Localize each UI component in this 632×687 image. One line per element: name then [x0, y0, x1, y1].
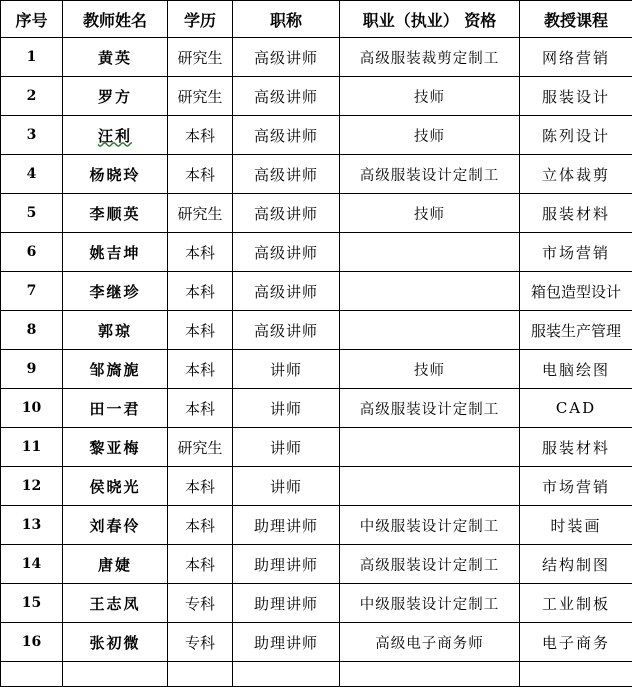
- cell-title: 助理讲师: [233, 584, 340, 623]
- cell-education: 本科: [168, 389, 233, 428]
- cell-education: 研究生: [168, 38, 233, 77]
- cell-qualification: [340, 233, 520, 272]
- cell-title: 高级讲师: [233, 38, 340, 77]
- cell-teacher-name: 罗方: [63, 77, 168, 116]
- cell-no: 14: [1, 545, 63, 584]
- cell-education: 本科: [168, 233, 233, 272]
- cell-course: 工业制板: [520, 584, 632, 623]
- cell-teacher-name: 侯晓光: [63, 467, 168, 506]
- cell-course: 立体裁剪: [520, 155, 632, 194]
- table-row: [1, 77, 632, 116]
- cell-teacher-name: 郭琼: [63, 311, 168, 350]
- table-row: [1, 428, 632, 467]
- cell-qualification: 技师: [340, 116, 520, 155]
- cell-teacher-name: 张初微: [63, 623, 168, 662]
- cell-no: 3: [1, 116, 63, 155]
- cell-qualification: [340, 428, 520, 467]
- cell-education: 研究生: [168, 77, 233, 116]
- cell-no: 2: [1, 77, 63, 116]
- cell-title: 讲师: [233, 467, 340, 506]
- cell-title: 助理讲师: [233, 545, 340, 584]
- cell-qualification: 高级服装设计定制工: [340, 389, 520, 428]
- cell-no: 4: [1, 155, 63, 194]
- cell-course: 市场营销: [520, 467, 632, 506]
- cell-no: 12: [1, 467, 63, 506]
- cell-course: 箱包造型设计: [520, 272, 632, 311]
- cell-no: 10: [1, 389, 63, 428]
- table-row: [1, 584, 632, 623]
- cell-teacher-name: 田一君: [63, 389, 168, 428]
- cell-education: 专科: [168, 584, 233, 623]
- cell-qualification: 技师: [340, 350, 520, 389]
- cell-no: 13: [1, 506, 63, 545]
- cell-title: 讲师: [233, 350, 340, 389]
- cell-title: 高级讲师: [233, 272, 340, 311]
- cell-course: 结构制图: [520, 545, 632, 584]
- cell-teacher-name: 李顺英: [63, 194, 168, 233]
- cell-no: 15: [1, 584, 63, 623]
- table-row: [1, 155, 632, 194]
- cell-title: 高级讲师: [233, 194, 340, 233]
- cell-title: 助理讲师: [233, 506, 340, 545]
- header-title: 职称: [233, 1, 340, 38]
- cell-qualification: [340, 467, 520, 506]
- cell-cropped: [168, 662, 233, 687]
- header-no: 序号: [1, 1, 63, 38]
- cell-teacher-name: 李继珍: [63, 272, 168, 311]
- cell-teacher-name: 邹旖旎: [63, 350, 168, 389]
- table-header-row: [1, 1, 632, 38]
- table-row: [1, 467, 632, 506]
- cell-qualification: 技师: [340, 194, 520, 233]
- table-row: [1, 194, 632, 233]
- cell-qualification: 高级服装裁剪定制工: [340, 38, 520, 77]
- cell-education: 本科: [168, 272, 233, 311]
- cell-education: 本科: [168, 506, 233, 545]
- cell-teacher-name: 黎亚梅: [63, 428, 168, 467]
- header-qualification: 职业（执业） 资格: [340, 1, 520, 38]
- cell-title: 助理讲师: [233, 623, 340, 662]
- cell-education: 本科: [168, 116, 233, 155]
- cell-cropped: [1, 662, 63, 687]
- cell-teacher-name: 唐婕: [63, 545, 168, 584]
- cell-teacher-name: 杨晓玲: [63, 155, 168, 194]
- table-row: [1, 116, 632, 155]
- cell-education: 本科: [168, 155, 233, 194]
- cell-course: CAD: [520, 389, 632, 428]
- cell-qualification: 高级服装设计定制工: [340, 545, 520, 584]
- cell-course: 服装设计: [520, 77, 632, 116]
- table-row: [1, 389, 632, 428]
- cell-no: 8: [1, 311, 63, 350]
- cell-no: 5: [1, 194, 63, 233]
- cell-title: 讲师: [233, 428, 340, 467]
- table-row: [1, 38, 632, 77]
- cell-no: 1: [1, 38, 63, 77]
- cell-no: 16: [1, 623, 63, 662]
- cell-title: 高级讲师: [233, 233, 340, 272]
- cell-no: 11: [1, 428, 63, 467]
- cell-teacher-name: 汪利: [63, 116, 168, 155]
- cell-education: 本科: [168, 311, 233, 350]
- cell-no: 7: [1, 272, 63, 311]
- cell-course: 网络营销: [520, 38, 632, 77]
- cell-teacher-name: 王志凤: [63, 584, 168, 623]
- cell-education: 本科: [168, 545, 233, 584]
- table-row: [1, 506, 632, 545]
- cell-title: 高级讲师: [233, 311, 340, 350]
- table-row: [1, 350, 632, 389]
- cell-course: 陈列设计: [520, 116, 632, 155]
- cell-education: 本科: [168, 467, 233, 506]
- cell-course: 服装生产管理: [520, 311, 632, 350]
- cell-education: 专科: [168, 623, 233, 662]
- cell-title: 讲师: [233, 389, 340, 428]
- table-row: [1, 545, 632, 584]
- cell-cropped: [520, 662, 632, 687]
- cell-no: 9: [1, 350, 63, 389]
- cell-cropped: [340, 662, 520, 687]
- cell-course: 电子商务: [520, 623, 632, 662]
- cell-teacher-name: 刘春伶: [63, 506, 168, 545]
- cell-cropped: [233, 662, 340, 687]
- cell-title: 高级讲师: [233, 116, 340, 155]
- cell-cropped: [63, 662, 168, 687]
- table-row: [1, 623, 632, 662]
- cell-qualification: 技师: [340, 77, 520, 116]
- header-course: 教授课程: [520, 1, 632, 38]
- cell-education: 研究生: [168, 194, 233, 233]
- cell-course: 服装材料: [520, 194, 632, 233]
- cell-qualification: 中级服装设计定制工: [340, 584, 520, 623]
- header-education: 学历: [168, 1, 233, 38]
- table-row: [1, 272, 632, 311]
- cell-course: 电脑绘图: [520, 350, 632, 389]
- header-name: 教师姓名: [63, 1, 168, 38]
- cell-course: 时装画: [520, 506, 632, 545]
- cell-qualification: 高级服装设计定制工: [340, 155, 520, 194]
- cell-teacher-name: 姚吉坤: [63, 233, 168, 272]
- table-row: [1, 311, 632, 350]
- cell-education: 本科: [168, 350, 233, 389]
- cell-teacher-name: 黄英: [63, 38, 168, 77]
- cell-title: 高级讲师: [233, 77, 340, 116]
- cell-qualification: 高级电子商务师: [340, 623, 520, 662]
- cell-course: 服装材料: [520, 428, 632, 467]
- cell-education: 研究生: [168, 428, 233, 467]
- cell-course: 市场营销: [520, 233, 632, 272]
- cell-title: 高级讲师: [233, 155, 340, 194]
- table-row-cropped: [1, 662, 632, 687]
- cell-qualification: [340, 311, 520, 350]
- cell-no: 6: [1, 233, 63, 272]
- table-row: [1, 233, 632, 272]
- cell-qualification: [340, 272, 520, 311]
- cell-qualification: 中级服装设计定制工: [340, 506, 520, 545]
